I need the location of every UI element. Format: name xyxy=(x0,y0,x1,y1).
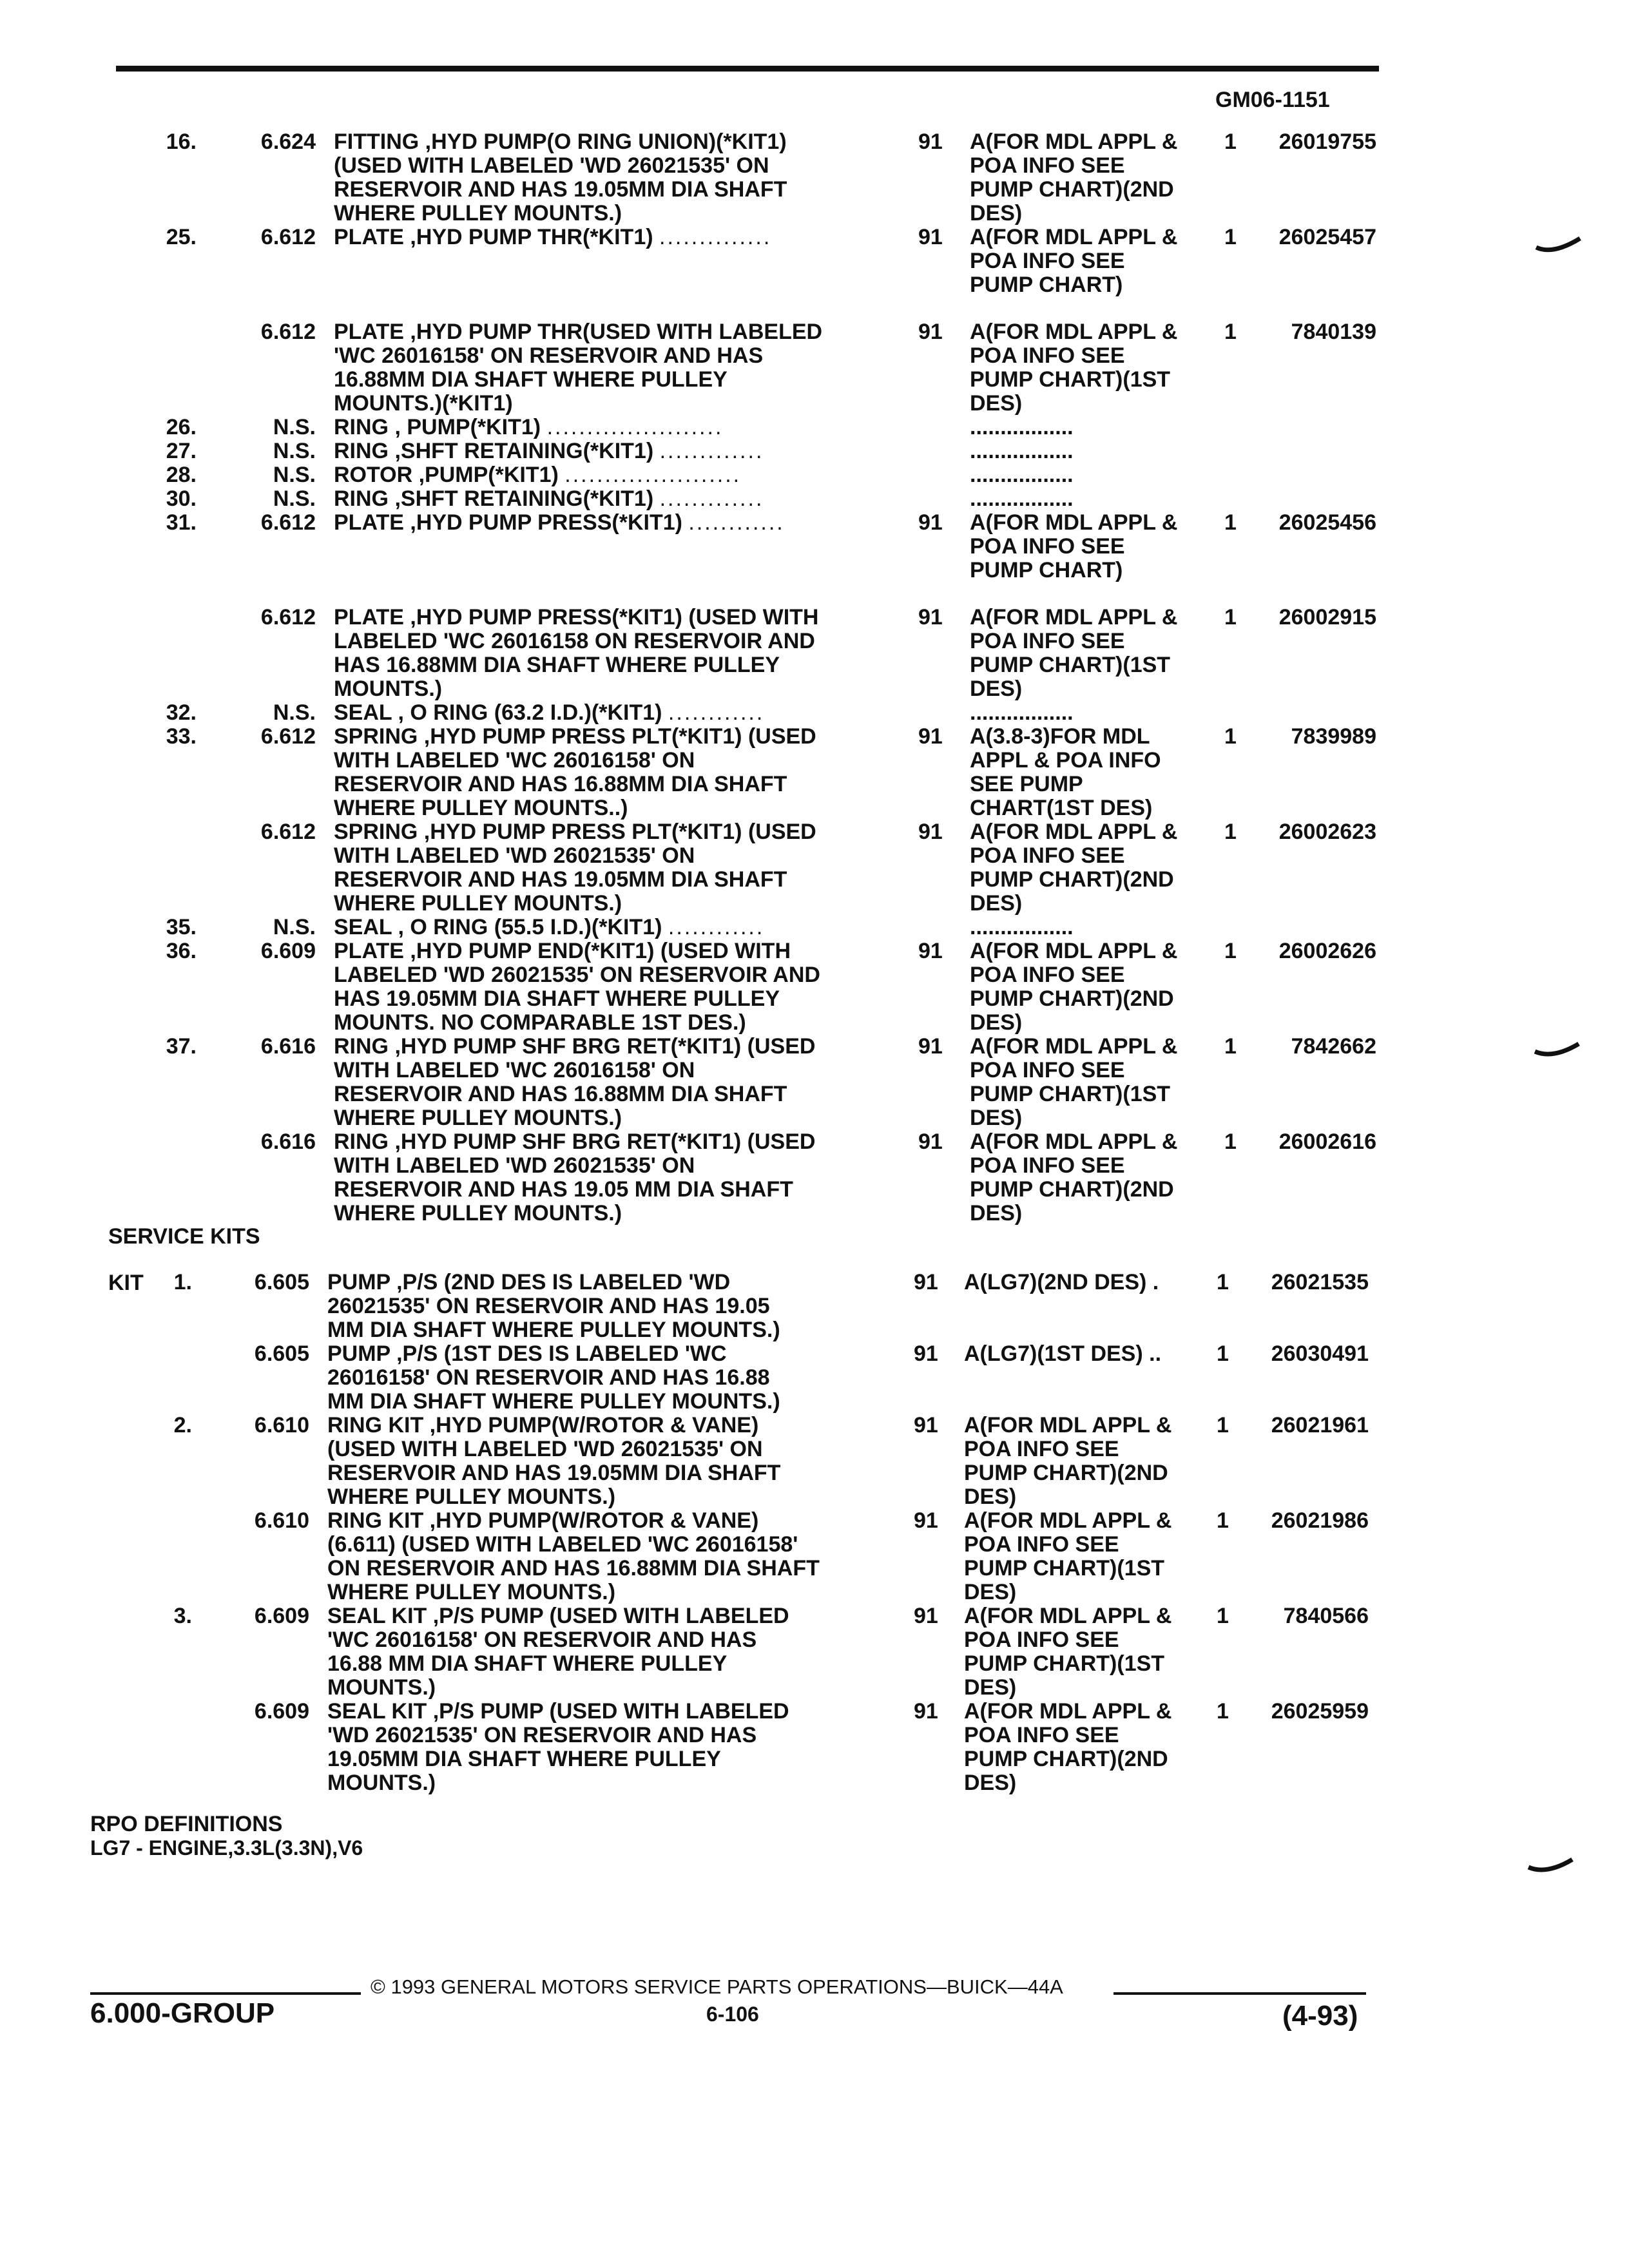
ref-number: 26. xyxy=(166,415,197,439)
quantity: 1 xyxy=(1224,510,1237,535)
ref-number: 1. xyxy=(173,1270,192,1294)
ref-number: 28. xyxy=(166,463,197,487)
part-number: 7840139 xyxy=(1291,320,1376,344)
part-description xyxy=(327,1509,882,1604)
leader-dots: ...................... xyxy=(564,463,742,487)
group-number: 6.612 xyxy=(260,605,316,629)
application-note: A(FOR MDL APPL & POA INFO SEE PUMP CHART)(1ST DES) xyxy=(970,605,1178,701)
group-number: 6.610 xyxy=(254,1508,309,1533)
part-name: PLATE xyxy=(334,939,404,963)
quantity: 1 xyxy=(1217,1270,1229,1294)
part-description xyxy=(334,487,882,511)
group-number: 6.605 xyxy=(254,1270,309,1294)
margin-tick-mark xyxy=(1534,232,1585,258)
part-name: RING xyxy=(334,486,389,511)
application-note: ................. xyxy=(970,486,1074,511)
usage-code: 91 xyxy=(918,820,943,844)
quantity: 1 xyxy=(1224,320,1237,344)
usage-code: 91 xyxy=(914,1604,938,1628)
kit-label: KIT xyxy=(108,1271,144,1295)
group-number: N.S. xyxy=(273,915,316,939)
leader-dots: ............. xyxy=(659,439,764,463)
part-detail: ,HYD PUMP PRESS(*KIT1) (USED WITH LABELED 'WC 26016158 ON RESERVOIR AND HAS 16.88MM DIA SHAFT WHERE PULLEY MOUNTS.) xyxy=(334,605,819,701)
part-name: FITTING xyxy=(334,130,419,154)
part-number: 26002626 xyxy=(1278,939,1376,963)
part-description xyxy=(334,1130,882,1225)
part-row xyxy=(0,1130,1629,1225)
part-row xyxy=(0,487,1629,511)
part-row xyxy=(0,416,1629,439)
group-number: 6.612 xyxy=(260,820,316,844)
part-name: PLATE xyxy=(334,605,404,629)
group-number: N.S. xyxy=(273,700,316,725)
application-note: A(FOR MDL APPL & POA INFO SEE PUMP CHART) xyxy=(970,510,1178,582)
usage-code: 91 xyxy=(914,1699,938,1724)
part-description xyxy=(334,226,882,249)
ref-number: 3. xyxy=(173,1604,192,1628)
group-label: 6.000-GROUP xyxy=(90,1997,275,2029)
part-detail: ,P/S (1ST DES IS LABELED 'WC 26016158' ON RESERVOIR AND HAS 16.88 MM DIA SHAFT WHERE PULLEY MOUNTS.) xyxy=(327,1341,780,1414)
application-note: A(FOR MDL APPL & POA INFO SEE PUMP CHART)(2ND DES) xyxy=(970,939,1178,1035)
part-number: 26002623 xyxy=(1278,820,1376,844)
ref-number: 35. xyxy=(166,915,197,939)
part-detail: ,HYD PUMP PRESS(*KIT1) xyxy=(403,510,689,535)
ref-number: 32. xyxy=(166,700,197,725)
part-detail: ,HYD PUMP(W/ROTOR & VANE) (6.611) (USED WITH LABELED 'WC 26016158' ON RESERVOIR AND HAS 16.88MM DIA SHAFT WHERE PULLEY MOUNTS.) xyxy=(327,1508,820,1604)
application-note: ................. xyxy=(970,439,1074,463)
part-number: 26025457 xyxy=(1278,225,1376,249)
part-row xyxy=(0,1271,1629,1342)
part-description xyxy=(327,1700,882,1795)
group-number: N.S. xyxy=(273,486,316,511)
part-number: 26025959 xyxy=(1271,1699,1369,1724)
part-description xyxy=(334,820,882,916)
application-note: ................. xyxy=(970,700,1074,725)
part-name: RING xyxy=(334,415,389,439)
usage-code: 91 xyxy=(918,1034,943,1059)
part-row xyxy=(0,1700,1629,1795)
usage-code: 91 xyxy=(918,225,943,249)
margin-tick-mark xyxy=(1532,1037,1584,1063)
application-note: A(FOR MDL APPL & POA INFO SEE PUMP CHART)(1ST DES) xyxy=(964,1604,1172,1700)
part-detail: ,SHFT RETAINING(*KIT1) xyxy=(389,486,660,511)
application-note: A(FOR MDL APPL & POA INFO SEE PUMP CHART)(1ST DES) xyxy=(964,1508,1172,1604)
part-row xyxy=(0,1414,1629,1509)
part-row xyxy=(0,463,1629,487)
part-number: 26021986 xyxy=(1271,1508,1369,1533)
top-rule xyxy=(116,66,1379,72)
service-kits-heading: SERVICE KITS xyxy=(108,1224,260,1249)
part-name: PLATE xyxy=(334,510,404,535)
page-number: 6-106 xyxy=(706,2003,759,2026)
group-number: 6.624 xyxy=(260,130,316,154)
quantity: 1 xyxy=(1224,130,1237,154)
part-row xyxy=(0,320,1629,416)
application-note: A(FOR MDL APPL & POA INFO SEE PUMP CHART) xyxy=(970,225,1178,297)
part-description xyxy=(334,439,882,463)
rpo-heading: RPO DEFINITIONS xyxy=(90,1812,283,1836)
part-row xyxy=(0,939,1629,1035)
leader-dots: .............. xyxy=(659,225,772,249)
application-note: A(3.8-3)FOR MDL APPL & POA INFO SEE PUMP CHART(1ST DES) xyxy=(970,724,1161,820)
ref-number: 27. xyxy=(166,439,197,463)
quantity: 1 xyxy=(1217,1604,1229,1628)
group-number: N.S. xyxy=(273,463,316,487)
part-name: SPRING xyxy=(334,820,418,844)
part-name: SEAL xyxy=(334,915,392,939)
part-number: 26030491 xyxy=(1271,1341,1369,1366)
quantity: 1 xyxy=(1217,1508,1229,1533)
group-number: 6.616 xyxy=(260,1129,316,1154)
part-description xyxy=(334,606,882,701)
leader-dots: ............ xyxy=(668,700,765,725)
application-note: A(LG7)(2ND DES) . xyxy=(964,1270,1159,1294)
document-code: GM06-1151 xyxy=(1215,88,1330,112)
parts-list xyxy=(0,130,1629,1225)
leader-dots: ............ xyxy=(688,510,785,535)
usage-code: 91 xyxy=(918,510,943,535)
usage-code: 91 xyxy=(918,130,943,154)
part-description xyxy=(327,1604,882,1700)
part-name: SEAL KIT xyxy=(327,1699,427,1724)
part-number: 7842662 xyxy=(1291,1034,1376,1059)
part-number: 26021535 xyxy=(1271,1270,1369,1294)
part-row xyxy=(0,226,1629,320)
quantity: 1 xyxy=(1224,1129,1237,1154)
quantity: 1 xyxy=(1224,1034,1237,1059)
usage-code: 91 xyxy=(918,605,943,629)
part-number: 26021961 xyxy=(1271,1413,1369,1437)
quantity: 1 xyxy=(1217,1413,1229,1437)
part-number: 26019755 xyxy=(1278,130,1376,154)
part-row xyxy=(0,511,1629,606)
group-number: 6.612 xyxy=(260,320,316,344)
part-row xyxy=(0,1604,1629,1700)
ref-number: 36. xyxy=(166,939,197,963)
part-detail: ,HYD PUMP THR(USED WITH LABELED 'WC 26016158' ON RESERVOIR AND HAS 16.88MM DIA SHAFT WHERE PULLEY MOUNTS.)(*KIT1) xyxy=(334,320,823,416)
part-row xyxy=(0,1035,1629,1130)
part-detail: , O RING (55.5 I.D.)(*KIT1) xyxy=(392,915,668,939)
part-detail: ,HYD PUMP(W/ROTOR & VANE) (USED WITH LABELED 'WD 26021535' ON RESERVOIR AND HAS 19.05MM DIA SHAFT WHERE PULLEY MOUNTS.) xyxy=(327,1413,781,1509)
leader-dots: ...................... xyxy=(546,415,724,439)
part-name: RING KIT xyxy=(327,1413,424,1437)
footer-rule-right xyxy=(1113,1992,1366,1995)
usage-code: 91 xyxy=(914,1341,938,1366)
group-number: N.S. xyxy=(273,415,316,439)
part-row xyxy=(0,606,1629,701)
leader-dots: ............. xyxy=(659,486,764,511)
part-detail: ,P/S PUMP (USED WITH LABELED 'WD 26021535' ON RESERVOIR AND HAS 19.05MM DIA SHAFT WHERE PULLEY MOUNTS.) xyxy=(327,1699,789,1795)
part-name: RING xyxy=(334,1129,389,1154)
application-note: A(FOR MDL APPL & POA INFO SEE PUMP CHART)(2ND DES) xyxy=(964,1413,1172,1509)
ref-number: 25. xyxy=(166,225,197,249)
part-name: SEAL KIT xyxy=(327,1604,427,1628)
ref-number: 16. xyxy=(166,130,197,154)
application-note: ................. xyxy=(970,463,1074,487)
part-number: 26002616 xyxy=(1278,1129,1376,1154)
usage-code: 91 xyxy=(918,1129,943,1154)
part-description xyxy=(334,130,882,226)
ref-number: 33. xyxy=(166,724,197,749)
date-code: (4-93) xyxy=(1282,2000,1358,2032)
part-detail: ,HYD PUMP END(*KIT1) (USED WITH LABELED 'WD 26021535' ON RESERVOIR AND HAS 19.05MM DIA SHAFT WHERE PULLEY MOUNTS. NO COMPARABLE 1ST DES.) xyxy=(334,939,820,1035)
group-number: 6.609 xyxy=(254,1699,309,1724)
part-name: SEAL xyxy=(334,700,392,725)
application-note: ................. xyxy=(970,915,1074,939)
part-detail: ,PUMP(*KIT1) xyxy=(412,463,565,487)
rpo-definition: LG7 - ENGINE,3.3L(3.3N),V6 xyxy=(90,1836,363,1860)
quantity: 1 xyxy=(1224,225,1237,249)
application-note: A(FOR MDL APPL & POA INFO SEE PUMP CHART)(1ST DES) xyxy=(970,1034,1178,1130)
usage-code: 91 xyxy=(914,1270,938,1294)
part-number: 7839989 xyxy=(1291,724,1376,749)
group-number: 6.612 xyxy=(260,225,316,249)
part-description xyxy=(334,701,882,725)
ref-number: 30. xyxy=(166,486,197,511)
part-name: RING xyxy=(334,1034,389,1059)
quantity: 1 xyxy=(1217,1699,1229,1724)
part-detail: ,HYD PUMP PRESS PLT(*KIT1) (USED WITH LABELED 'WC 26016158' ON RESERVOIR AND HAS 16.88MM DIA SHAFT WHERE PULLEY MOUNTS..) xyxy=(334,724,816,820)
part-detail: ,SHFT RETAINING(*KIT1) xyxy=(389,439,660,463)
part-row xyxy=(0,701,1629,725)
part-name: PUMP xyxy=(327,1270,390,1294)
part-name: PLATE xyxy=(334,225,404,249)
part-row xyxy=(0,916,1629,939)
part-detail: , PUMP(*KIT1) xyxy=(389,415,547,439)
part-detail: ,P/S PUMP (USED WITH LABELED 'WC 26016158' ON RESERVOIR AND HAS 16.88 MM DIA SHAFT WHERE PULLEY MOUNTS.) xyxy=(327,1604,789,1700)
usage-code: 91 xyxy=(918,939,943,963)
part-row xyxy=(0,130,1629,226)
group-number: 6.605 xyxy=(254,1341,309,1366)
usage-code: 91 xyxy=(918,724,943,749)
application-note: ................. xyxy=(970,415,1074,439)
part-row xyxy=(0,820,1629,916)
part-row xyxy=(0,439,1629,463)
part-name: RING xyxy=(334,439,389,463)
quantity: 1 xyxy=(1224,605,1237,629)
group-number: 6.616 xyxy=(260,1034,316,1059)
application-note: A(FOR MDL APPL & POA INFO SEE PUMP CHART)(2ND DES) xyxy=(970,1129,1178,1225)
part-detail: ,HYD PUMP PRESS PLT(*KIT1) (USED WITH LABELED 'WD 26021535' ON RESERVOIR AND HAS 19.05MM DIA SHAFT WHERE PULLEY MOUNTS.) xyxy=(334,820,816,916)
part-row xyxy=(0,1509,1629,1604)
part-detail: ,HYD PUMP THR(*KIT1) xyxy=(403,225,660,249)
leader-dots: ............ xyxy=(668,915,765,939)
group-number: N.S. xyxy=(273,439,316,463)
quantity: 1 xyxy=(1224,724,1237,749)
usage-code: 91 xyxy=(914,1413,938,1437)
quantity: 1 xyxy=(1224,939,1237,963)
part-detail: ,HYD PUMP(O RING UNION)(*KIT1) (USED WITH LABELED 'WD 26021535' ON RESERVOIR AND HAS 19.05MM DIA SHAFT WHERE PULLEY MOUNTS.) xyxy=(334,130,787,226)
part-detail: ,P/S (2ND DES IS LABELED 'WD 26021535' ON RESERVOIR AND HAS 19.05 MM DIA SHAFT WHERE PULLEY MOUNTS.) xyxy=(327,1270,780,1342)
quantity: 1 xyxy=(1217,1341,1229,1366)
part-description xyxy=(334,939,882,1035)
service-kits-list xyxy=(0,1271,1629,1795)
application-note: A(FOR MDL APPL & POA INFO SEE PUMP CHART)(2ND DES) xyxy=(970,130,1178,226)
part-description xyxy=(334,725,882,820)
margin-tick-mark xyxy=(1526,1853,1577,1879)
part-number: 26025456 xyxy=(1278,510,1376,535)
application-note: A(LG7)(1ST DES) .. xyxy=(964,1341,1162,1366)
group-number: 6.609 xyxy=(260,939,316,963)
part-description xyxy=(334,463,882,487)
part-description xyxy=(334,1035,882,1130)
part-name: ROTOR xyxy=(334,463,413,487)
application-note: A(FOR MDL APPL & POA INFO SEE PUMP CHART)(2ND DES) xyxy=(964,1699,1172,1795)
part-detail: , O RING (63.2 I.D.)(*KIT1) xyxy=(392,700,668,725)
part-description xyxy=(334,916,882,939)
part-number: 26002915 xyxy=(1278,605,1376,629)
part-detail: ,HYD PUMP SHF BRG RET(*KIT1) (USED WITH LABELED 'WC 26016158' ON RESERVOIR AND HAS 16.88MM DIA SHAFT WHERE PULLEY MOUNTS.) xyxy=(334,1034,816,1130)
copyright-notice: © 1993 GENERAL MOTORS SERVICE PARTS OPERATIONS—BUICK—44A xyxy=(371,1975,1063,1998)
application-note: A(FOR MDL APPL & POA INFO SEE PUMP CHART)(1ST DES) xyxy=(970,320,1178,416)
quantity: 1 xyxy=(1224,820,1237,844)
part-name: PUMP xyxy=(327,1341,390,1366)
part-row xyxy=(0,725,1629,820)
application-note: A(FOR MDL APPL & POA INFO SEE PUMP CHART)(2ND DES) xyxy=(970,820,1178,916)
group-number: 6.612 xyxy=(260,724,316,749)
part-detail: ,HYD PUMP SHF BRG RET(*KIT1) (USED WITH LABELED 'WD 26021535' ON RESERVOIR AND HAS 19.05 MM DIA SHAFT WHERE PULLEY MOUNTS.) xyxy=(334,1129,816,1225)
usage-code: 91 xyxy=(914,1508,938,1533)
group-number: 6.609 xyxy=(254,1604,309,1628)
group-number: 6.610 xyxy=(254,1413,309,1437)
part-description xyxy=(327,1271,882,1342)
usage-code: 91 xyxy=(918,320,943,344)
part-description xyxy=(334,511,882,535)
part-number: 7840566 xyxy=(1283,1604,1369,1628)
ref-number: 37. xyxy=(166,1034,197,1059)
part-description xyxy=(327,1414,882,1509)
part-description xyxy=(334,416,882,439)
ref-number: 2. xyxy=(173,1413,192,1437)
group-number: 6.612 xyxy=(260,510,316,535)
part-row xyxy=(0,1342,1629,1414)
part-name: PLATE xyxy=(334,320,404,344)
part-name: SPRING xyxy=(334,724,418,749)
part-description xyxy=(334,320,882,416)
part-description xyxy=(327,1342,882,1414)
part-name: RING KIT xyxy=(327,1508,424,1533)
ref-number: 31. xyxy=(166,510,197,535)
footer-rule-left xyxy=(90,1992,361,1995)
